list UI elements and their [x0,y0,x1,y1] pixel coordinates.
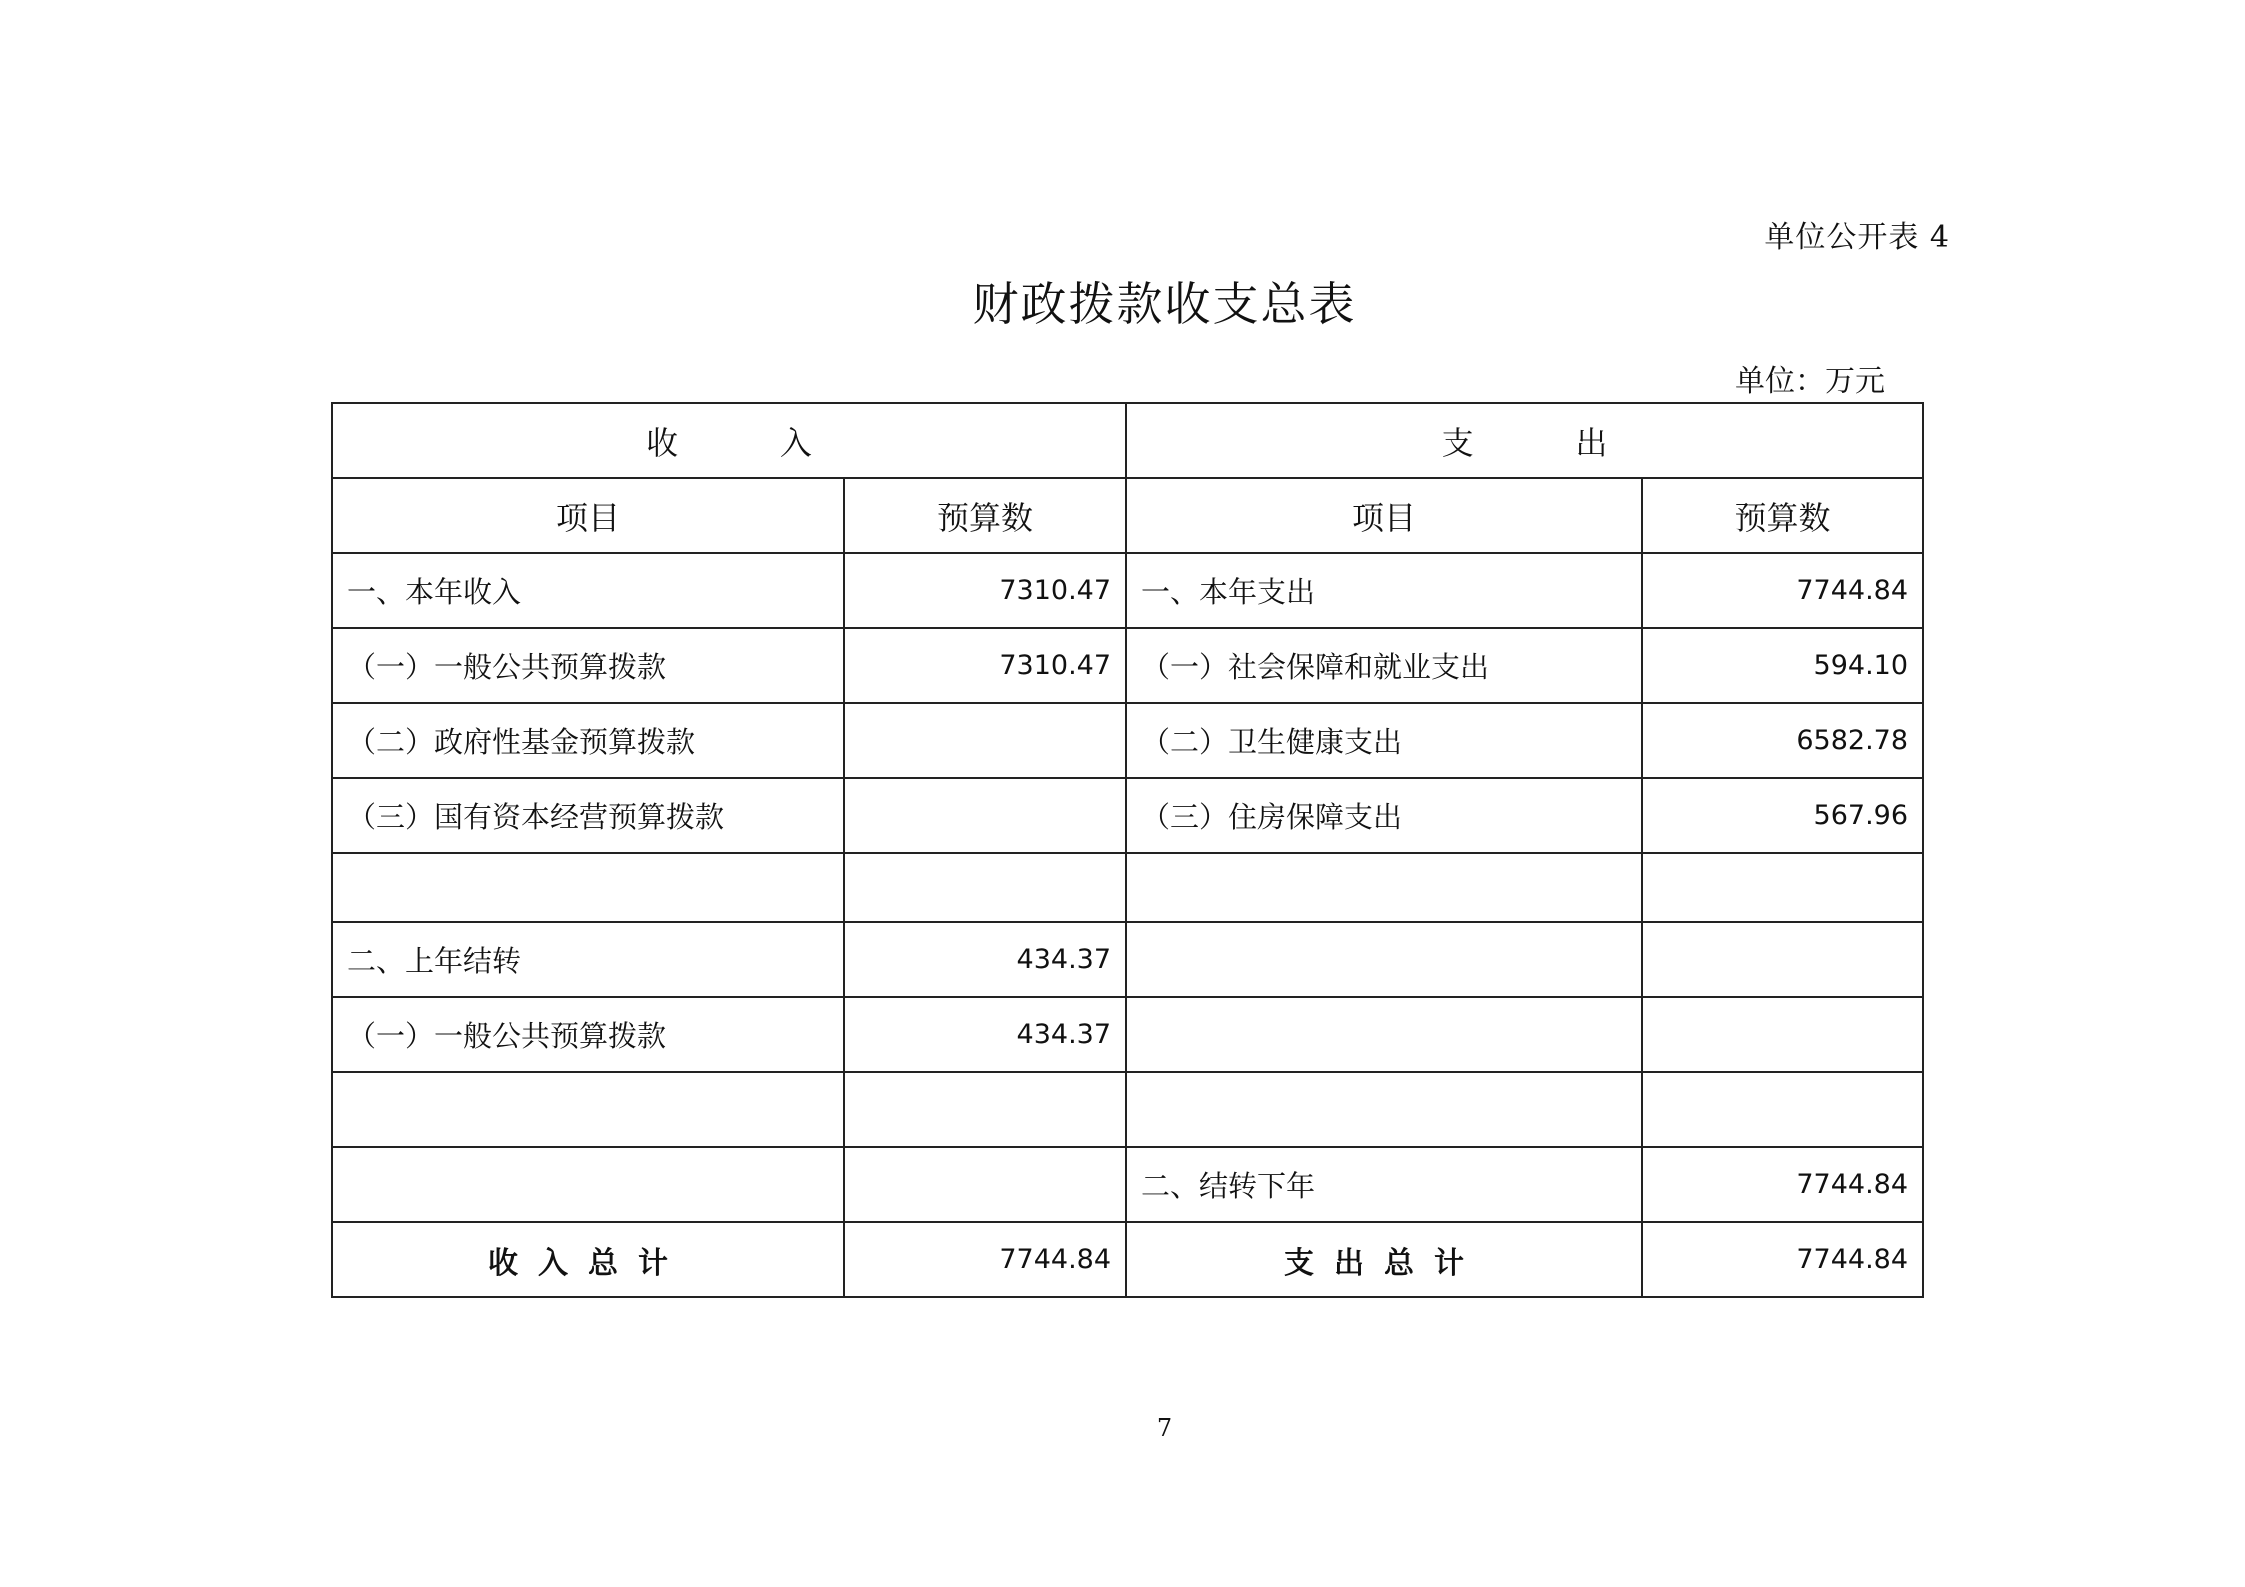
income-item-cell: （二）政府性基金预算拨款 [332,703,844,778]
income-item-cell [332,853,844,922]
section-header-row [332,403,1923,478]
expense-item-cell [1126,997,1642,1072]
column-header-row [332,478,1923,553]
expense-value-cell [1642,1072,1923,1147]
budget-table [331,402,1924,1298]
expense-value-cell [1642,922,1923,997]
income-budget-column-header: 预算数 [844,478,1126,553]
income-value-cell: 7310.47 [844,553,1126,628]
expense-value-cell: 7744.84 [1642,553,1923,628]
income-item-cell: 二、上年结转 [332,922,844,997]
table-row [332,1147,1923,1222]
expense-total-value: 7744.84 [1642,1222,1923,1297]
income-value-cell [844,1072,1126,1147]
income-section-header: 收 入 [332,403,1126,478]
page-title: 财政拨款收支总表 [972,277,1357,331]
table-row [332,553,1923,628]
income-value-cell [844,1147,1126,1222]
expense-total-label: 支出总计 [1126,1222,1642,1297]
income-value-cell: 434.37 [844,997,1126,1072]
income-value-cell: 7310.47 [844,628,1126,703]
income-item-cell: （三）国有资本经营预算拨款 [332,778,844,853]
expense-item-cell: 二、结转下年 [1126,1147,1642,1222]
expense-item-cell [1126,853,1642,922]
expense-value-cell: 594.10 [1642,628,1923,703]
expense-item-cell: （三）住房保障支出 [1126,778,1642,853]
expense-value-cell: 6582.78 [1642,703,1923,778]
income-total-label: 收入总计 [332,1222,844,1297]
income-item-cell: （一）一般公共预算拨款 [332,997,844,1072]
income-item-column-header: 项目 [332,478,844,553]
table-row [332,853,1923,922]
expense-item-cell: （一）社会保障和就业支出 [1126,628,1642,703]
income-item-cell [332,1147,844,1222]
table-number-label: 单位公开表 4 [1764,220,1950,255]
income-value-cell [844,778,1126,853]
table-row [332,628,1923,703]
table-row [332,997,1923,1072]
expense-item-cell: 一、本年支出 [1126,553,1642,628]
expense-item-column-header: 项目 [1126,478,1642,553]
expense-value-cell: 567.96 [1642,778,1923,853]
total-row [332,1222,1923,1297]
table-row [332,922,1923,997]
income-item-cell: （一）一般公共预算拨款 [332,628,844,703]
table-row [332,778,1923,853]
expense-item-cell [1126,922,1642,997]
income-item-cell [332,1072,844,1147]
income-value-cell [844,703,1126,778]
expense-item-cell [1126,1072,1642,1147]
income-value-cell: 434.37 [844,922,1126,997]
expense-item-cell: （二）卫生健康支出 [1126,703,1642,778]
income-total-value: 7744.84 [844,1222,1126,1297]
expense-section-header: 支 出 [1126,403,1923,478]
unit-label: 单位：万元 [1735,364,1885,399]
income-item-cell: 一、本年收入 [332,553,844,628]
income-value-cell [844,853,1126,922]
page-number: 7 [1156,1414,1173,1442]
expense-value-cell [1642,853,1923,922]
expense-budget-column-header: 预算数 [1642,478,1923,553]
expense-value-cell: 7744.84 [1642,1147,1923,1222]
expense-value-cell [1642,997,1923,1072]
table-row [332,1072,1923,1147]
table-row [332,703,1923,778]
